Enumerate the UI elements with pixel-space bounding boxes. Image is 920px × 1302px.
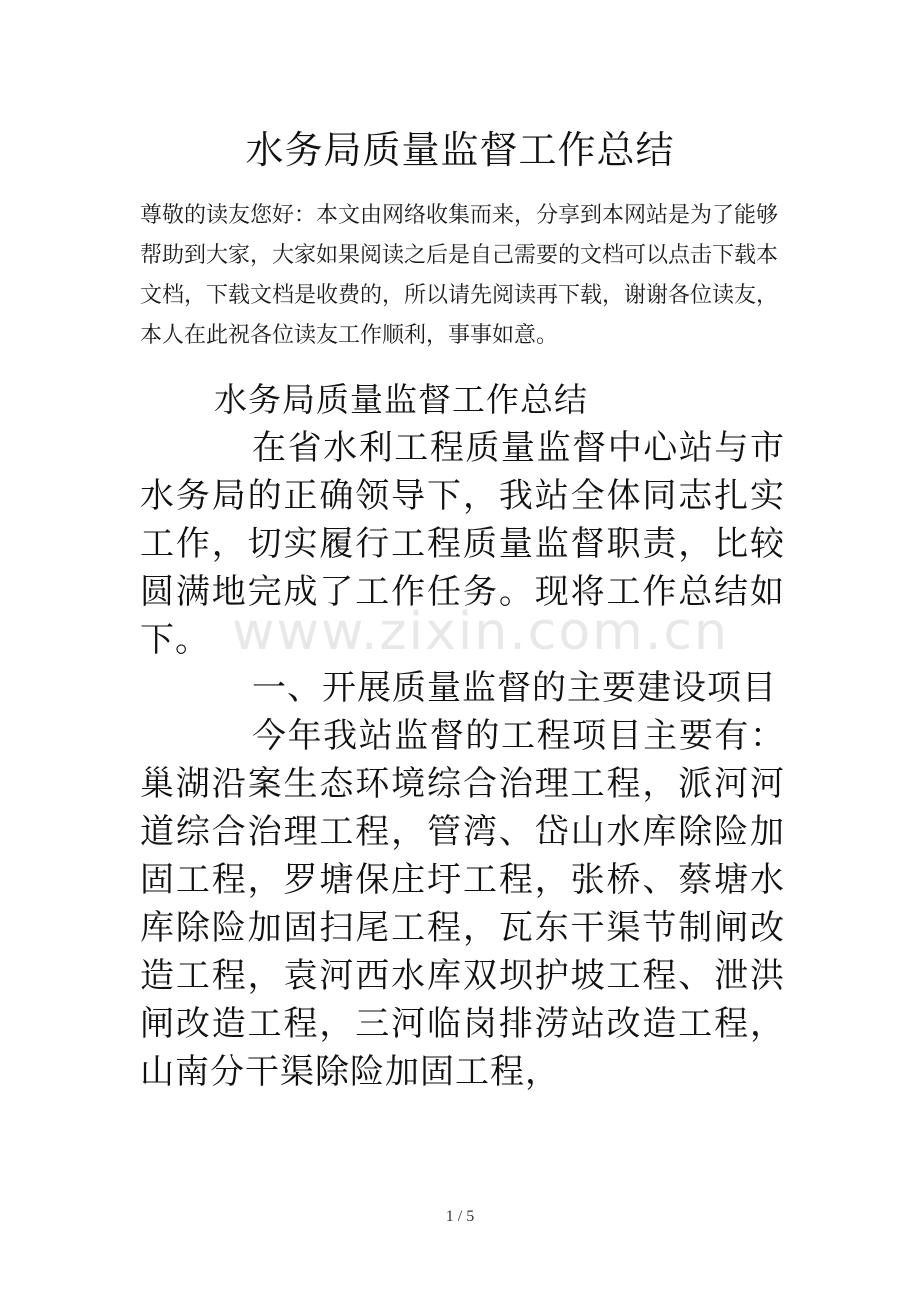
section-heading: 一、开展质量监督的主要建设项目: [252, 668, 777, 708]
paragraph-intro: 在省水利工程质量监督中心站与市水务局的正确领导下，我站全体同志扎实工作，切实履行工程质量监督职责，比较圆满地完成了工作任务。现将工作总结如下。: [140, 428, 785, 660]
body-subtitle: 水务局质量监督工作总结: [214, 380, 588, 419]
page-number: 1 / 5: [445, 1208, 475, 1225]
paragraph-projects: 今年我站监督的工程项目主要有：巢湖沿案生态环境综合治理工程，派河河道综合治理工程，管湾、岱山水库除险加固工程，罗塘保庄圩工程，张桥、蔡塘水库除险加固扫尾工程，瓦东干渠节制闸改造工程，袁河西水库双坝护坡工程、泄洪闸改造工程，三河临岗排涝站改造工程，山南分干渠除险加固工程，: [140, 716, 785, 1092]
document-title: 水务局质量监督工作总结: [245, 128, 675, 172]
watermark: www.zixin.com.cn: [232, 602, 729, 662]
reader-notice: 尊敬的读友您好：本文由网络收集而来，分享到本网站是为了能够帮助到大家，大家如果阅读之后是自己需要的文档可以点击下载本文档，下载文档是收费的，所以请先阅读再下载，谢谢各位读友，本人在此祝各位读友工作顺利，事事如意。: [140, 203, 779, 348]
document-body: [140, 376, 785, 1096]
